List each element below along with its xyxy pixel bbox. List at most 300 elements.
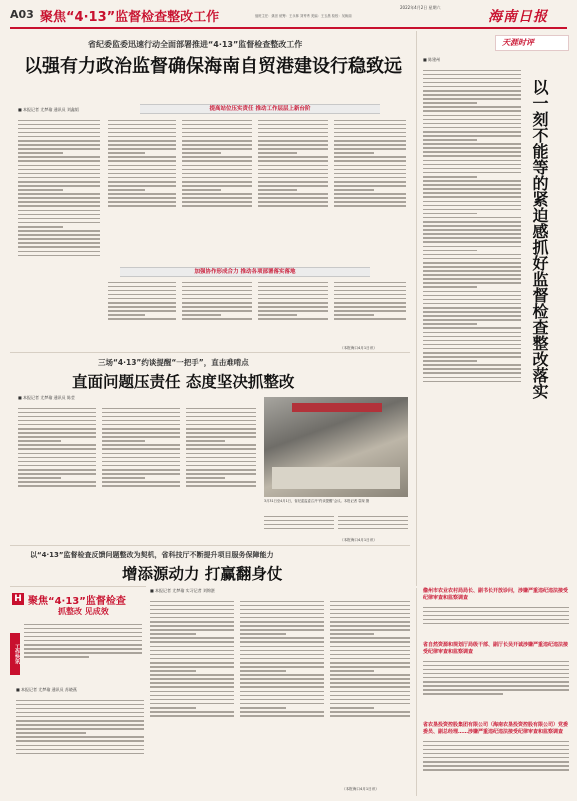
text-line [18,201,100,203]
text-line [338,524,408,526]
text-line [182,306,252,308]
lead-column-6 [108,279,176,349]
text-line [258,173,328,175]
text-line [150,641,234,643]
text-line [334,177,406,179]
text-line [102,416,180,418]
text-line [423,665,569,667]
text-line [182,314,221,316]
text-line [423,315,521,317]
text-line [182,197,252,199]
brief-1-body [423,604,569,638]
text-line [18,193,100,195]
text-line [240,605,324,607]
text-line [423,254,521,256]
text-line [423,372,521,374]
text-line [330,691,410,693]
text-line [423,147,521,149]
text-line [423,303,521,305]
text-line [330,695,410,697]
commentary-byline: ■ 陈建州 [423,57,441,62]
text-line [330,605,410,607]
text-line [150,711,234,713]
text-line [186,473,256,475]
text-line [150,682,234,684]
lead-tail: （本报海口4月1日讯） [340,346,377,350]
text-line [330,625,410,627]
text-line [334,124,406,126]
text-line [18,424,96,426]
story2-column-3 [186,405,256,543]
text-line [108,177,176,179]
text-line [186,412,256,414]
text-line [334,290,406,292]
text-line [18,481,96,483]
lead-column-9 [334,279,406,349]
text-line [258,140,328,142]
text-line [150,666,234,668]
text-line [24,636,142,638]
text-line [423,172,521,174]
text-line [108,173,176,175]
text-line [18,197,100,199]
text-line [264,516,334,518]
text-line [108,314,145,316]
text-line [258,306,328,308]
text-line [258,136,328,138]
text-line [240,654,324,656]
text-line [423,233,521,235]
story3-column-2 [240,598,324,794]
text-line [338,528,408,530]
text-line [102,424,180,426]
text-line [330,682,410,684]
story3-column-3 [330,598,410,794]
story2-title: 直面问题压责任 态度坚决抓整改 [72,373,295,391]
text-line [186,485,256,487]
text-line [150,637,234,639]
text-line [330,686,410,688]
text-line [24,648,142,650]
text-line [423,745,569,747]
text-line [18,177,100,179]
text-line [258,148,328,150]
text-line [423,78,521,80]
text-line [423,168,521,170]
text-line [334,140,406,142]
text-line [18,408,96,410]
text-line [423,151,521,153]
text-line [423,311,521,313]
text-line [16,708,144,710]
text-line [150,662,234,664]
text-line [423,274,521,276]
text-line [423,115,521,117]
text-line [108,282,176,284]
text-line [182,290,252,292]
header-rule [10,27,567,29]
text-line [258,201,328,203]
text-line [423,250,477,252]
text-line [423,201,521,203]
text-line [240,617,324,619]
text-line [423,123,521,125]
text-line [258,314,297,316]
text-line [16,740,144,742]
story2-column-2 [102,405,180,543]
text-line [258,128,328,130]
text-line [423,90,521,92]
text-line [240,625,324,627]
text-line [423,761,569,763]
text-line [240,682,324,684]
text-line [334,144,406,146]
text-line [330,707,374,709]
text-line [423,246,521,248]
feature-side-tag: 工作快讯 [10,633,20,675]
text-line [334,302,406,304]
text-line [423,155,521,157]
text-line [102,436,180,438]
text-line [334,318,406,320]
lead-column-4 [258,117,328,267]
text-line [186,453,256,455]
story3-title: 增添源动力 打赢翻身仗 [122,565,283,583]
text-line [182,177,252,179]
text-line [108,201,176,203]
text-line [334,197,406,199]
text-line [150,686,234,688]
feature-body-2 [16,697,144,795]
lead-column-3 [182,117,252,267]
text-line [16,753,144,755]
text-line [108,298,176,300]
text-line [258,181,328,183]
text-line [102,477,145,479]
text-line [16,704,144,706]
text-line [150,699,234,701]
feature-badge: H [12,593,24,605]
text-line [18,420,96,422]
text-line [18,214,100,216]
text-line [240,678,324,680]
text-line [18,189,63,191]
text-line [330,670,374,672]
text-line [150,605,234,607]
text-line [338,516,408,518]
text-line [150,601,234,603]
text-line [423,131,521,133]
text-line [186,457,256,459]
text-line [423,262,521,264]
text-line [423,769,569,771]
text-line [16,732,86,734]
lead-column-2 [108,117,176,267]
text-line [240,670,286,672]
text-line [182,181,252,183]
text-line [338,520,408,522]
text-line [423,681,569,683]
text-line [423,237,521,239]
text-line [150,650,234,652]
text-line [102,457,180,459]
text-line [423,209,521,211]
text-line [102,453,180,455]
text-line [182,128,252,130]
text-line [330,674,410,676]
text-line [182,144,252,146]
text-line [240,686,324,688]
text-line [423,352,521,354]
commentary-badge [495,35,569,51]
brief-1-title: 儋州市农业农村局局长、副书长开放诊问，涉嫌严重违纪违法接受纪律审查和监察调查 [423,588,569,601]
text-line [18,461,96,463]
text-line [330,654,410,656]
text-line [18,432,96,434]
lead-column-8 [258,279,328,349]
text-line [423,102,477,104]
text-line [334,148,406,150]
text-line [423,164,521,166]
text-line [258,294,328,296]
text-line [258,282,328,284]
text-line [334,310,406,312]
text-line [182,160,252,162]
text-line [18,173,100,175]
text-line [182,205,252,207]
page-number: A03 [10,8,34,21]
text-line [102,485,180,487]
text-line [240,650,324,652]
text-line [240,633,286,635]
text-line [108,140,176,142]
text-line [186,448,256,450]
text-line [108,128,176,130]
text-line [182,140,252,142]
story-3 [10,545,410,586]
text-line [334,185,406,187]
text-line [423,377,521,379]
text-line [423,685,569,687]
text-line [423,94,521,96]
text-line [240,674,324,676]
text-line [150,621,234,623]
text-line [258,156,328,158]
text-line [330,703,410,705]
date-line: 2022年4月2日 星期六 [400,5,441,10]
text-line [18,428,96,430]
text-line [240,707,286,709]
story2-byline: ■ 本报记者 尤梦瑜 通讯员 陈莹 [18,395,75,400]
text-line [108,310,176,312]
text-line [334,165,406,167]
text-line [102,473,180,475]
text-line [182,282,252,284]
text-line [18,124,100,126]
text-line [24,628,142,630]
text-line [423,368,521,370]
text-line [18,477,61,479]
brief-3-body [423,738,569,794]
text-line [330,609,410,611]
text-line [330,678,410,680]
text-line [108,302,176,304]
text-line [24,656,89,658]
text-line [423,661,569,663]
story2-photo-caption: 3月31日至4月1日，省纪委监委召开“约谈提醒”会议。本报记者 袁琛 摄 [264,499,370,503]
paper-logo: 海南日报 [488,9,548,25]
text-line [24,624,142,626]
text-line [108,318,176,320]
text-line [16,716,144,718]
text-line [423,278,521,280]
text-line [423,623,569,625]
text-line [423,693,503,695]
text-line [150,678,234,680]
text-line [150,674,234,676]
text-line [423,364,521,366]
text-line [423,340,521,342]
text-line [102,444,180,446]
text-line [102,428,180,430]
lead-column-1 [18,117,100,347]
text-line [18,457,96,459]
text-line [150,633,196,635]
text-line [108,160,176,162]
commentary-badge-label: 天涯时评 [502,38,534,47]
text-line [258,286,328,288]
text-line [18,132,100,134]
text-line [334,156,406,158]
feature-subtitle: 抓整改 见成效 [58,607,109,616]
commentary-title: 以一刻不能等的紧迫感抓好监督检查整改落实 [530,79,549,399]
text-line [18,205,100,207]
text-line [18,436,96,438]
text-line [18,222,100,224]
text-line [334,314,374,316]
text-line [334,132,406,134]
text-line [18,230,100,232]
text-line [182,132,252,134]
text-line [186,432,256,434]
text-line [258,144,328,146]
text-line [423,82,521,84]
text-line [330,641,410,643]
text-line [24,640,142,642]
lead-title: 以强有力政治监督确保海南自贸港建设行稳致远 [24,56,402,77]
feature-body-1 [24,621,142,683]
text-line [423,348,521,350]
text-line [18,185,100,187]
text-line [334,201,406,203]
text-line [240,699,324,701]
text-line [423,270,521,272]
text-line [102,440,145,442]
text-line [258,132,328,134]
lead-subhead-2: 加强协作形成合力 推动各项部署落实落地 [120,267,370,277]
text-line [330,658,410,660]
staff-line: 值班主任：姚崇 统筹：王永林 刘秀秀 美编：王玉晨 检校：吴焕丽 [255,14,352,18]
text-line [182,169,252,171]
text-line [330,715,410,717]
text-line [108,185,176,187]
text-line [330,646,410,648]
text-line [258,310,328,312]
lead-kicker: 省纪委监委迅速行动全面部署推进“4·13”监督检查整改工作 [88,40,303,49]
text-line [186,481,256,483]
text-line [16,749,144,751]
text-line [423,360,477,362]
text-line [240,646,324,648]
text-line [18,144,100,146]
briefs [416,588,572,796]
text-line [16,728,144,730]
commentary-body [423,67,521,577]
text-line [18,238,100,240]
text-line [186,440,225,442]
text-line [264,520,334,522]
text-line [186,469,256,471]
text-line [423,669,569,671]
text-line [102,448,180,450]
text-line [240,703,324,705]
text-line [18,128,100,130]
text-line [240,658,324,660]
text-line [334,120,406,122]
text-line [258,318,328,320]
text-line [423,673,569,675]
text-line [423,188,521,190]
text-line [334,152,374,154]
text-line [150,715,234,717]
text-line [102,469,180,471]
text-line [18,210,100,212]
text-line [18,473,96,475]
text-line [330,633,374,635]
text-line [423,741,569,743]
feature-title: 聚焦“4·13”监督检查 [28,596,126,607]
story3-column-1 [150,598,234,794]
feature-byline: ■ 本报记者 尤梦瑜 通讯员 苏晓燕 [16,687,77,692]
text-line [334,169,406,171]
text-line [240,715,324,717]
text-line [18,453,96,455]
text-line [423,689,569,691]
text-line [182,302,252,304]
text-line [16,712,144,714]
text-line [423,143,521,145]
text-line [334,205,406,207]
story2-photo [264,397,408,497]
text-line [18,120,100,122]
lead-column-5 [334,117,406,267]
text-line [240,601,324,603]
text-line [102,461,180,463]
text-line [423,607,569,609]
text-line [18,444,96,446]
text-line [182,165,252,167]
text-line [18,148,100,150]
text-line [258,152,297,154]
text-line [330,629,410,631]
text-line [18,156,100,158]
photo-banner [292,403,382,412]
text-line [186,465,256,467]
text-line [258,298,328,300]
text-line [423,205,521,207]
text-line [18,440,61,442]
text-line [186,428,256,430]
